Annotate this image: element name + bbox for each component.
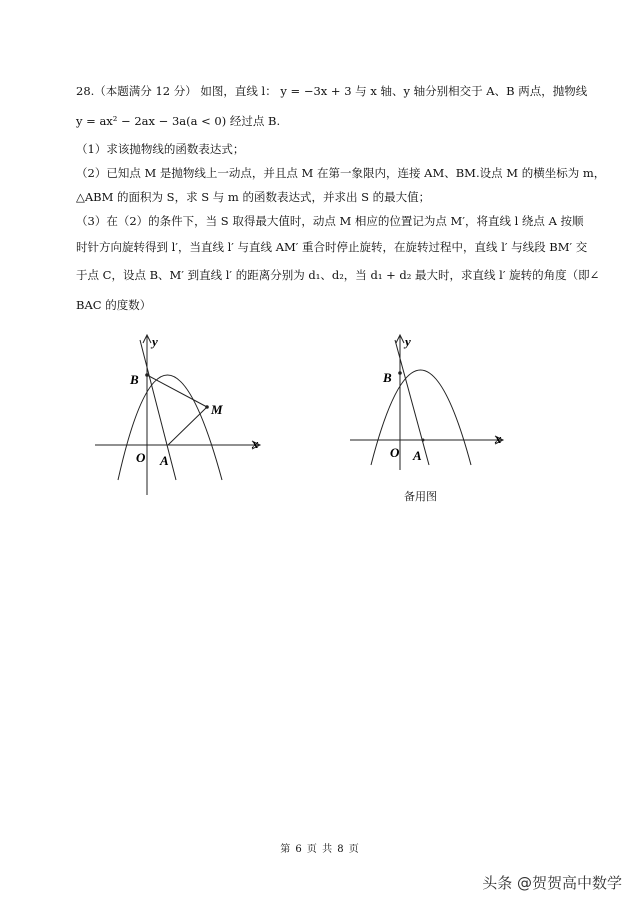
label-a: A: [413, 448, 422, 463]
point-m: [205, 405, 209, 409]
line-l: [140, 340, 176, 480]
point-b: [145, 373, 149, 377]
label-b: B: [130, 372, 139, 387]
problem-line-9: BAC 的度数）: [76, 298, 152, 312]
label-o: O: [136, 450, 146, 465]
parabola: [118, 375, 222, 480]
label-x: x: [252, 436, 259, 451]
problem-line-1: 28.（本题满分 12 分） 如图，直线 l： y = −3x + 3 与 x 轴、y 轴分别相交于 A、B 两点，抛物线: [76, 84, 588, 98]
point-b: [398, 371, 402, 375]
point-a: [422, 439, 425, 442]
label-b: B: [383, 370, 392, 385]
problem-line-3: （1）求该抛物线的函数表达式；: [76, 142, 245, 156]
problem-line-4: （2）已知点 M 是抛物线上一动点，并且点 M 在第一象限内，连接 AM、BM.设点 M 的横坐标为 m，: [76, 166, 606, 180]
figure-2-caption: 备用图: [404, 490, 437, 503]
figure-2: [345, 330, 515, 480]
watermark: 头条 @贺贺高中数学: [482, 874, 622, 892]
label-y: y: [405, 334, 411, 349]
label-m: M: [211, 402, 223, 417]
problem-line-2: y = ax² − 2ax − 3a(a < 0) 经过点 B.: [76, 114, 281, 128]
problem-line-8: 于点 C，设点 B、M′ 到直线 l′ 的距离分别为 d₁、d₂，当 d₁ + d₂ 最大时，求直线 l′ 旋转的角度（即∠: [76, 268, 600, 282]
page-footer: 第 6 页 共 8 页: [280, 844, 360, 855]
problem-line-7: 时针方向旋转得到 l′，当直线 l′ 与直线 AM′ 重合时停止旋转，在旋转过程中，直线 l′ 与线段 BM′ 交: [76, 240, 588, 254]
label-x: x: [495, 431, 502, 446]
problem-line-5: △ABM 的面积为 S，求 S 与 m 的函数表达式，并求出 S 的最大值；: [76, 190, 431, 204]
segment-am: [168, 407, 207, 445]
label-a: A: [160, 453, 169, 468]
label-y: y: [152, 334, 158, 349]
problem-line-6: （3）在（2）的条件下，当 S 取得最大值时，动点 M 相应的位置记为点 M′，将直线 l 绕点 A 按顺: [76, 214, 584, 228]
label-o: O: [390, 445, 400, 460]
figure-1: [90, 330, 270, 500]
